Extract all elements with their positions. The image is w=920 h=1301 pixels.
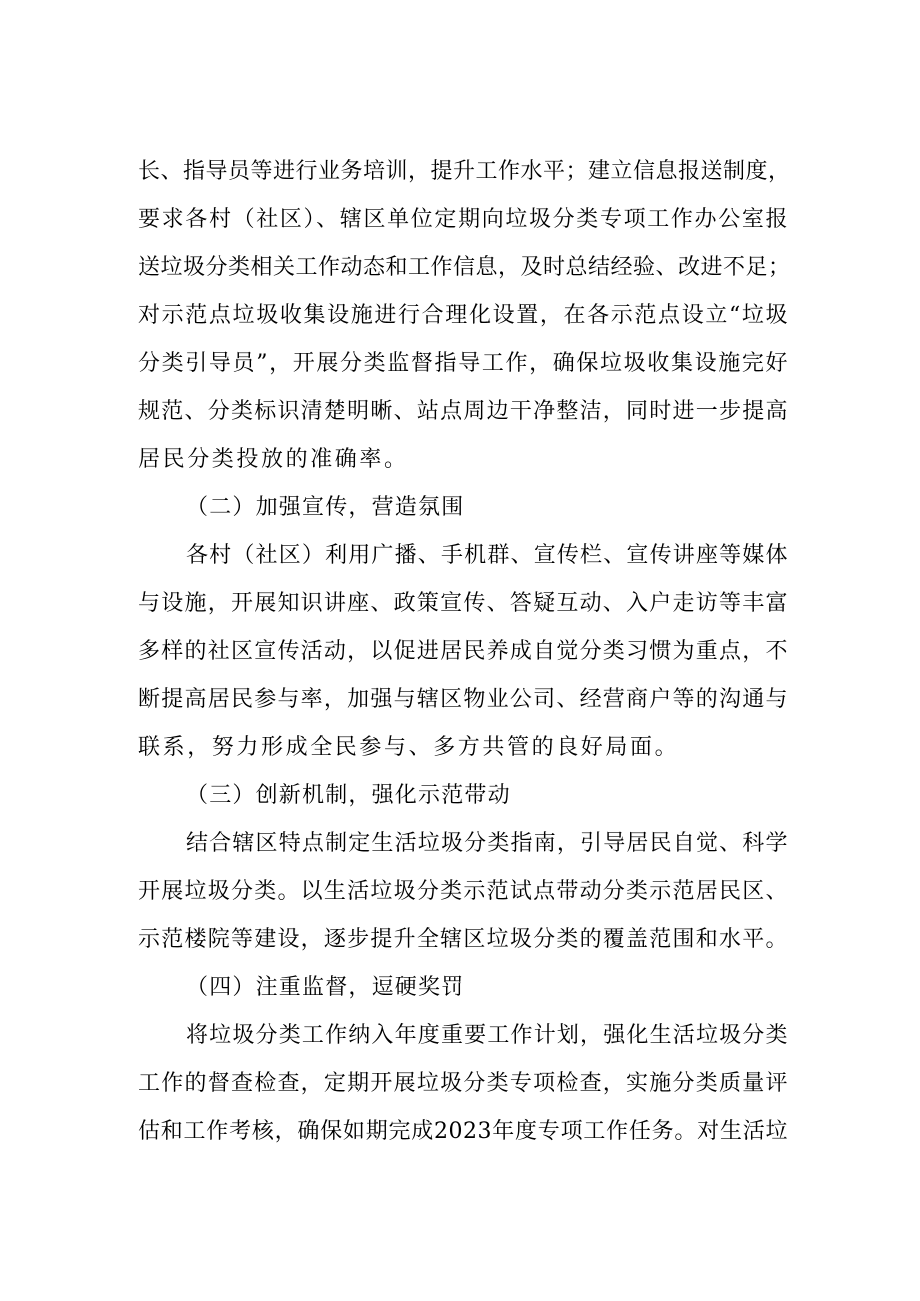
paragraph-line: 送垃圾分类相关工作动态和工作信息，及时总结经验、改进不足； [138,255,791,280]
paragraph-line: 联系，努力形成全民参与、多方共管的良好局面。 [138,735,680,760]
paragraph-line: 规范、分类标识清楚明晰、站点周边干净整洁，同时进一步提高 [138,399,788,424]
section-heading-3: （三）创新机制，强化示范带动 [186,783,511,808]
paragraph-line: 居民分类投放的准确率。 [138,447,409,472]
paragraph-line: 将垃圾分类工作纳入年度重要工作计划，强化生活垃圾分类 [186,1023,788,1048]
paragraph-line: 工作的督查检查，定期开展垃圾分类专项检查，实施分类质量评 [138,1071,788,1096]
paragraph-line: 要求各村（社区）、辖区单位定期向垃圾分类专项工作办公室报 [138,207,788,232]
paragraph-line: 断提高居民参与率，加强与辖区物业公司、经营商户等的沟通与 [138,687,788,712]
paragraph-line: 长、指导员等进行业务培训，提升工作水平；建立信息报送制度， [138,159,791,184]
section-heading-4: （四）注重监督，逗硬奖罚 [186,975,465,1000]
paragraph-line: 估和工作考核，确保如期完成2023年度专项工作任务。对生活垃 [138,1119,788,1144]
paragraph-line: 分类引导员”，开展分类监督指导工作，确保垃圾收集设施完好 [138,351,788,376]
paragraph-line: 结合辖区特点制定生活垃圾分类指南，引导居民自觉、科学 [186,831,788,856]
section-heading-2: （二）加强宣传，营造氛围 [186,495,465,520]
paragraph-line: 与设施，开展知识讲座、政策宣传、答疑互动、入户走访等丰富 [138,591,788,616]
paragraph-line: 开展垃圾分类。以生活垃圾分类示范试点带动分类示范居民区、 [138,879,788,904]
paragraph-line: 多样的社区宣传活动，以促进居民养成自觉分类习惯为重点，不 [138,639,788,664]
paragraph-line: 各村（社区）利用广播、手机群、宣传栏、宣传讲座等媒体 [186,543,788,568]
paragraph-line: 示范楼院等建设，逐步提升全辖区垃圾分类的覆盖范围和水平。 [138,927,788,952]
paragraph-line: 对示范点垃圾收集设施进行合理化设置，在各示范点设立“垃圾 [138,303,788,328]
